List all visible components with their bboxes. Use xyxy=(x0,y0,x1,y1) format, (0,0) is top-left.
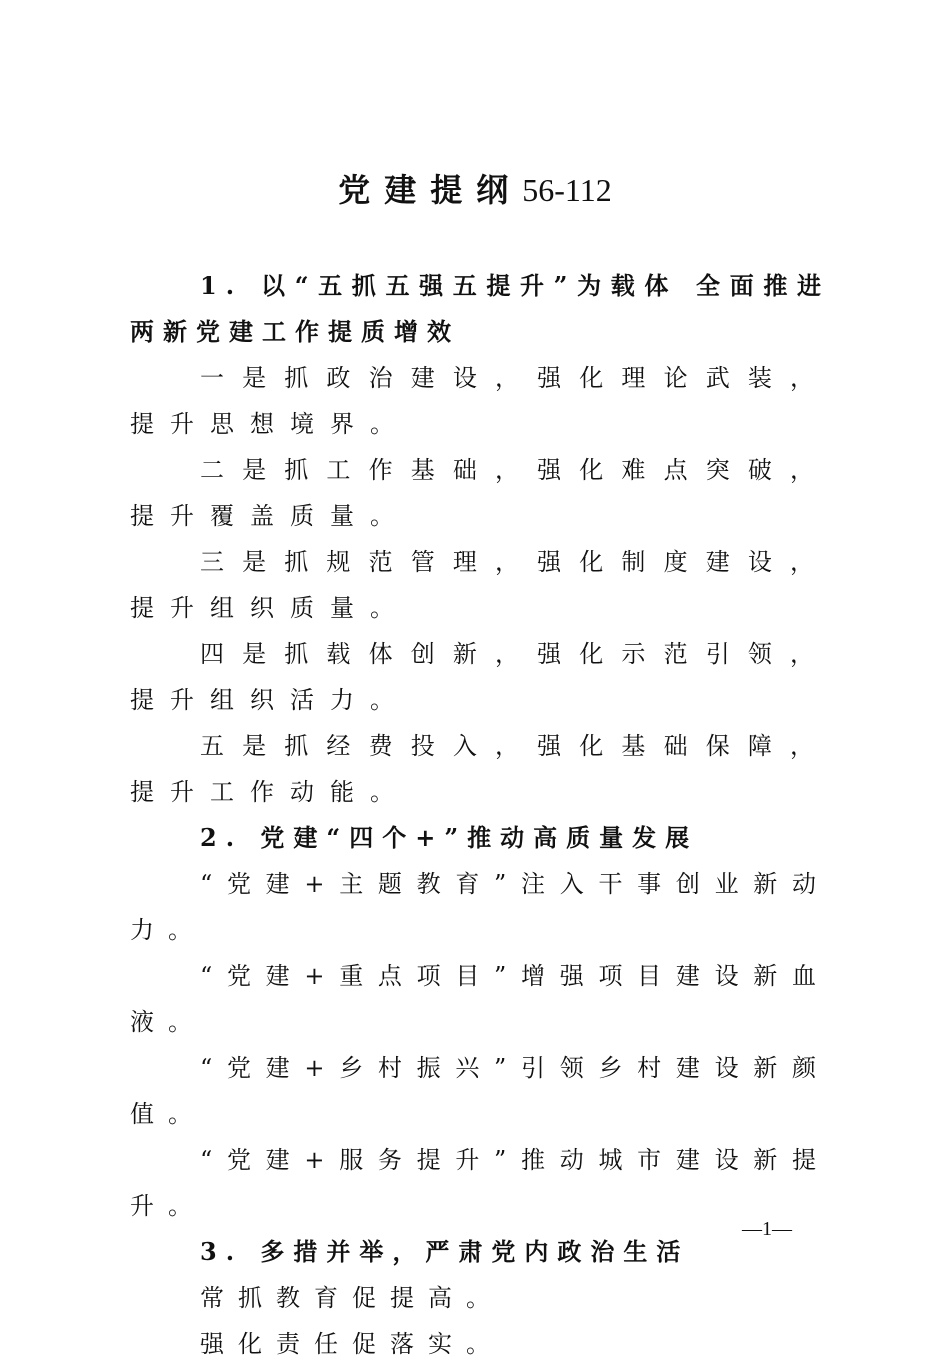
paragraph: “党建+服务提升”推动城市建设新提升。 xyxy=(130,1146,830,1220)
title-text: 党建提纲 xyxy=(338,171,523,209)
paragraph: “党建+重点项目”增强项目建设新血液。 xyxy=(130,962,830,1036)
section-heading-2: 2. 党建“四个+”推动高质量发展 xyxy=(200,823,699,852)
page-number: —1— xyxy=(742,1218,792,1240)
paragraph: 二是抓工作基础，强化难点突破，提升覆盖质量。 xyxy=(130,456,830,530)
section-heading-1: 1. 以“五抓五强五提升”为载体 全面推进两新党建工作提质增效 xyxy=(130,271,830,346)
paragraph: “党建+主题教育”注入干事创业新动力。 xyxy=(130,870,830,944)
section-heading-3: 3. 多措并举，严肃党内政治生活 xyxy=(200,1237,690,1266)
page-title xyxy=(0,168,950,212)
paragraph: 一是抓政治建设，强化理论武装，提升思想境界。 xyxy=(130,364,830,438)
paragraph: 四是抓载体创新，强化示范引领，提升组织活力。 xyxy=(130,640,830,714)
paragraph: 常抓教育促提高。 xyxy=(200,1284,504,1312)
paragraph: “党建+乡村振兴”引领乡村建设新颜值。 xyxy=(130,1054,830,1128)
document-body xyxy=(130,263,830,1367)
title-number: 56-112 xyxy=(522,172,612,208)
paragraph: 五是抓经费投入，强化基础保障，提升工作动能。 xyxy=(130,732,830,806)
paragraph: 三是抓规范管理，强化制度建设，提升组织质量。 xyxy=(130,548,830,622)
paragraph: 强化责任促落实。 xyxy=(200,1330,504,1358)
